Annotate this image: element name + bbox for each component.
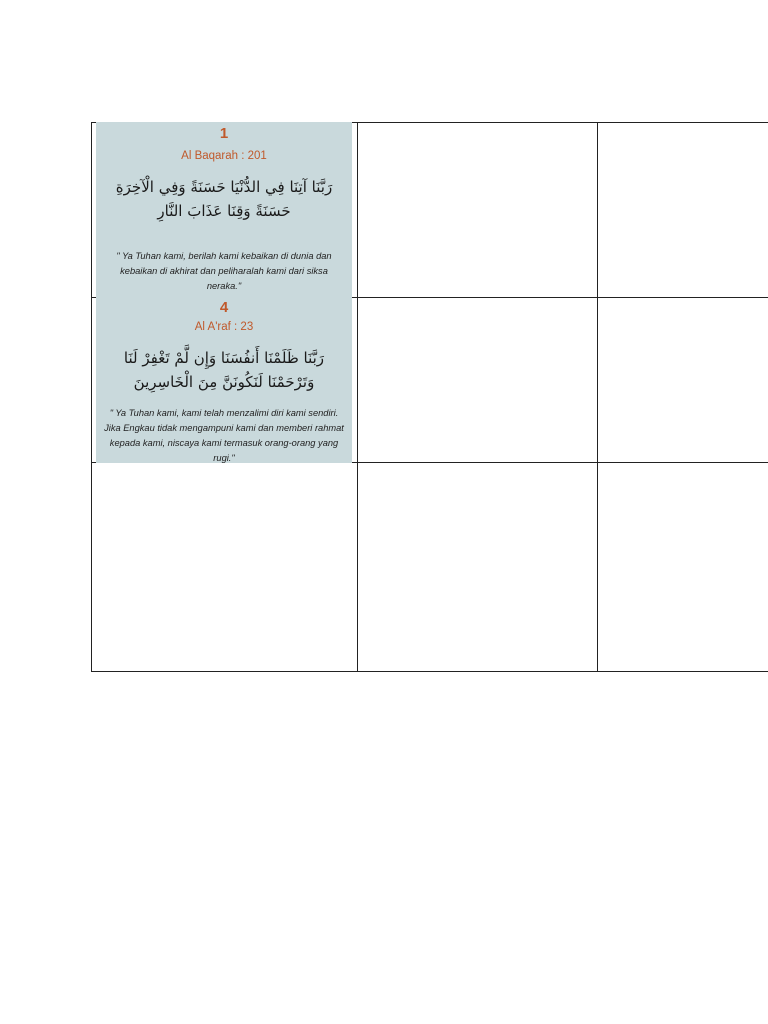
table-row-divider — [352, 297, 768, 298]
prayer-translation: " Ya Tuhan kami, kami telah menzalimi diri kami sendiri. Jika Engkau tidak mengampuni kami dan memberi rahmat kepada kami, niscaya kami termasuk orang-orang yang rugi." — [104, 408, 344, 463]
prayer-number: 4 — [219, 299, 229, 316]
prayer-translation: " Ya Tuhan kami, berilah kami kebaikan di dunia dan kebaikan di akhirat dan peliharalah kami dari siksa neraka." — [116, 251, 332, 291]
prayer-arabic-text: رَبَّنَا ظَلَمْنَا أَنفُسَنَا وَإِن لَّمْ تَغْفِرْ لَنَا وَتَرْحَمْنَا لَنَكُونَنَّ مِنَ الْخَاسِرِينَ — [123, 349, 325, 391]
prayer-card — [96, 122, 352, 297]
prayer-card — [96, 297, 352, 463]
table-border-left — [91, 122, 92, 672]
prayer-number: 1 — [219, 125, 229, 142]
table-border-bottom — [91, 671, 768, 672]
prayer-reference: Al A'raf : 23 — [194, 321, 254, 333]
prayer-arabic-text: رَبَّنَا آتِنَا فِي الدُّنْيَا حَسَنَةً وَفِي الْآخِرَةِ حَسَنَةً وَقِنَا عَذَابَ النَّارِ — [115, 178, 333, 220]
prayer-reference: Al Baqarah : 201 — [181, 150, 267, 162]
table-col-divider — [357, 122, 358, 672]
table-col-divider — [597, 122, 598, 672]
